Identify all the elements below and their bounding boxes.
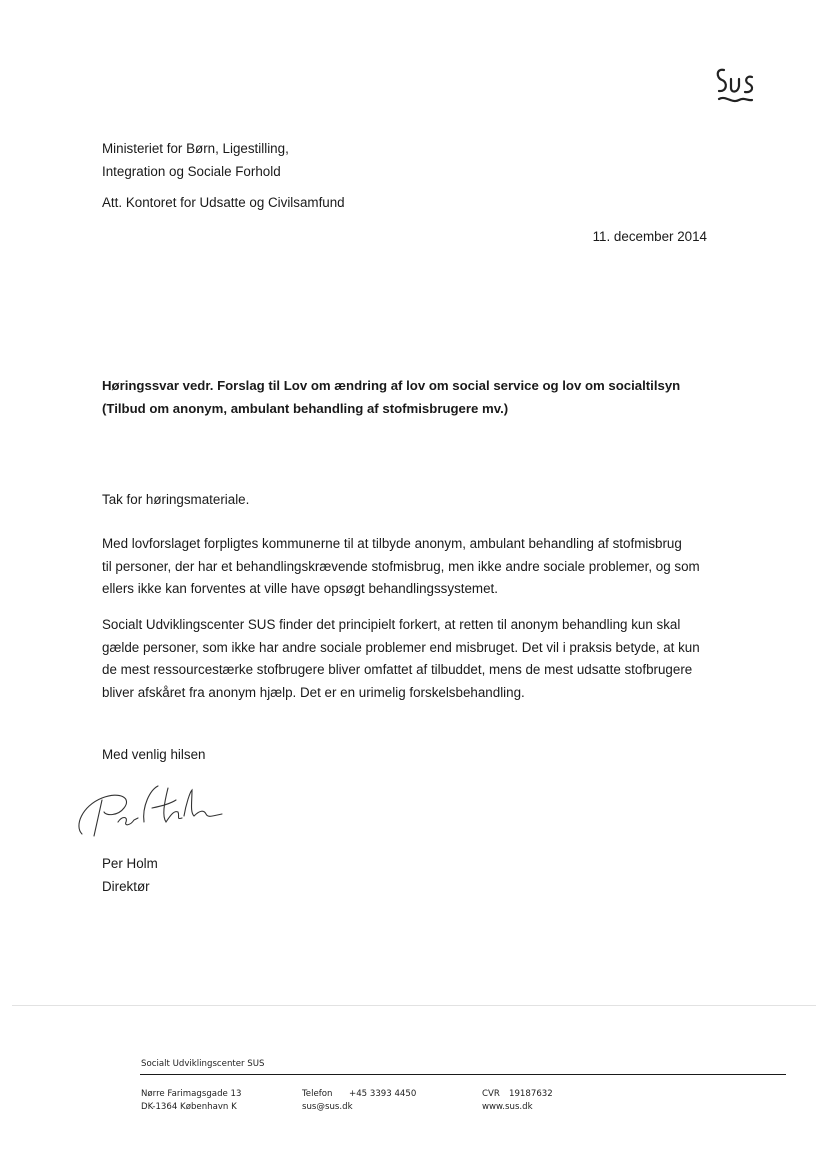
signer-name: Per Holm [102,856,158,871]
footer-email: sus@sus.dk [302,1102,353,1112]
footer-rule [140,1074,786,1075]
letter-date: 11. december 2014 [592,229,707,244]
footer-organization: Socialt Udviklingscenter SUS [141,1059,265,1069]
signature-scribble [72,776,230,844]
recipient-address [102,138,289,183]
recipient-line: Integration og Sociale Forhold [102,163,281,179]
footer-address-line: Nørre Farimagsgade 13 [141,1089,242,1099]
footer-registration [482,1088,553,1114]
subject-line: Høringssvar vedr. Forslag til Lov om ændring af lov om social service og lov om socialtilsyn [102,378,681,393]
body-paragraph-1 [102,489,249,512]
sus-logo [712,62,764,110]
sus-logo-mark [712,62,764,110]
body-paragraph-2 [102,533,700,601]
paragraph-line: Med lovforslaget forpligtes kommunerne til at tilbyde anonym, ambulant behandling af stofmisbrug [102,536,682,551]
footer-address [141,1088,241,1114]
closing-salutation: Med venlig hilsen [102,747,206,762]
footer-cvr-label: CVR [482,1089,500,1099]
subject-line: (Tilbud om anonym, ambulant behandling af stofmisbrugere mv.) [102,400,509,416]
footer-phone-label: Telefon [302,1089,333,1099]
paragraph-line: til personer, der har et behandlingskrævende stofmisbrug, men ikke andre sociale problemer, og som [102,558,700,574]
signer-title: Direktør [102,878,150,894]
footer-contact [302,1088,416,1114]
footer-cvr: 19187632 [509,1089,553,1099]
footer-phone: +45 3393 4450 [349,1089,417,1099]
footer-address-line: DK-1364 København K [141,1102,237,1112]
handwritten-signature [72,776,230,844]
recipient-line: Ministeriet for Børn, Ligestilling, [102,141,289,156]
paragraph-line: de mest ressourcestærke stofbrugere bliver omfattet af tilbuddet, mens de mest udsatte stofbrugere [102,662,693,677]
paragraph-line: Socialt Udviklingscenter SUS finder det principielt forkert, at retten til anonym behandling kun skal [102,617,681,632]
paragraph-line: ellers ikke kan forventes at ville have opsøgt behandlingssystemet. [102,581,498,596]
body-paragraph-3 [102,614,700,704]
footer-website: www.sus.dk [482,1102,533,1112]
letter-subject [102,375,680,420]
paragraph-line: Tak for høringsmateriale. [102,492,250,507]
footer-separator [12,1005,816,1006]
signer-block [102,853,158,898]
recipient-attention: Att. Kontoret for Udsatte og Civilsamfund [102,195,345,210]
paragraph-line: gælde personer, som ikke har andre sociale problemer end misbruget. Det vil i praksis betyde, at kun [102,639,700,655]
paragraph-line: bliver afskåret fra anonym hjælp. Det er en urimelig forskelsbehandling. [102,684,525,700]
